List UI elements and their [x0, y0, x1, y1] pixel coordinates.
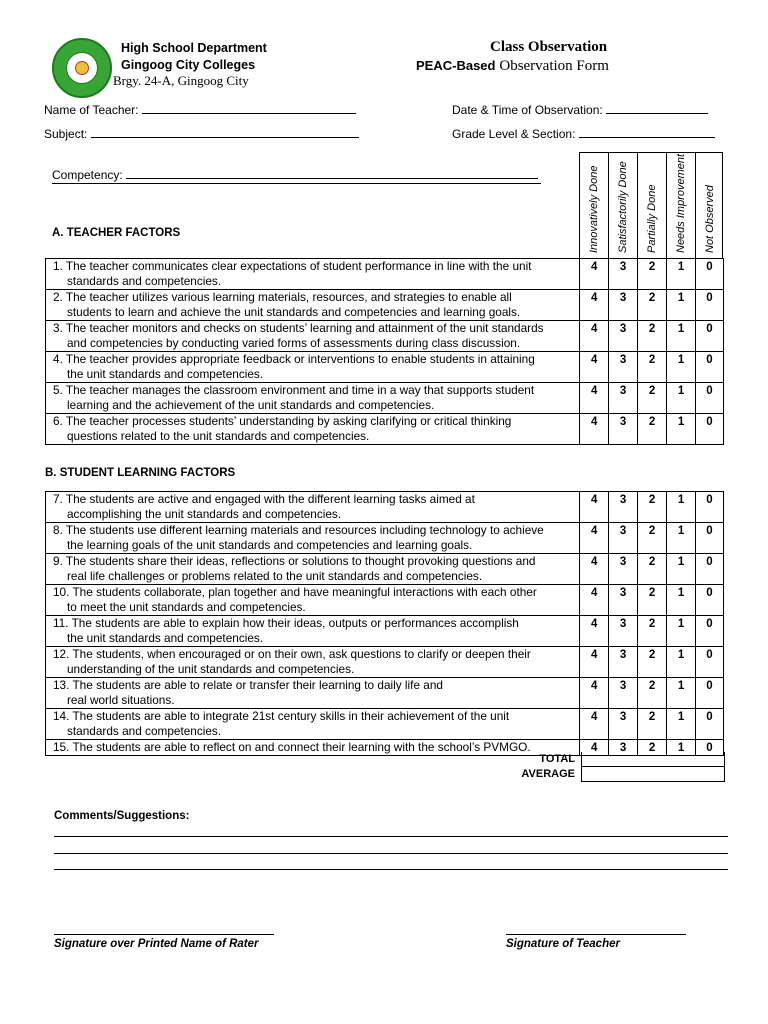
table-row [46, 585, 724, 616]
score-option-4[interactable]: 4 [580, 523, 609, 554]
criterion-text [46, 383, 580, 414]
score-option-2[interactable]: 2 [638, 740, 667, 756]
teacher-signature-label: Signature of Teacher [506, 938, 620, 950]
teacher-label: Name of Teacher: [44, 103, 139, 117]
score-option-0[interactable]: 0 [696, 709, 724, 740]
criterion-text [46, 414, 580, 445]
criterion-line-2: accomplishing the unit standards and competencies. [67, 507, 342, 521]
score-option-2[interactable]: 2 [638, 616, 667, 647]
criterion-text [46, 321, 580, 352]
score-option-1[interactable]: 1 [667, 523, 696, 554]
criterion-text [46, 585, 580, 616]
criterion-text [46, 709, 580, 740]
criterion-line-1: 13. The students are able to relate or transfer their learning to daily life and [53, 678, 443, 692]
score-option-2[interactable]: 2 [638, 290, 667, 321]
comment-line-3[interactable] [54, 869, 728, 870]
score-option-4[interactable]: 4 [580, 259, 609, 290]
score-option-1[interactable]: 1 [667, 647, 696, 678]
criterion-text [46, 554, 580, 585]
score-option-2[interactable]: 2 [638, 492, 667, 523]
average-label: AVERAGE [521, 768, 575, 780]
score-option-2[interactable]: 2 [638, 647, 667, 678]
score-option-0[interactable]: 0 [696, 585, 724, 616]
criterion-line-1: 6. The teacher processes students’ understanding by asking clarifying or critical thinking [53, 414, 512, 428]
comment-line-2[interactable] [54, 853, 728, 854]
table-row [46, 554, 724, 585]
criterion-text [46, 616, 580, 647]
score-option-3[interactable]: 3 [609, 585, 638, 616]
criterion-line-1: 9. The students share their ideas, reflections or solutions to thought provoking questions and [53, 554, 536, 568]
score-option-3[interactable]: 3 [609, 414, 638, 445]
score-option-2[interactable]: 2 [638, 414, 667, 445]
score-option-1[interactable]: 1 [667, 616, 696, 647]
criterion-line-2: questions related to the unit standards and competencies. [67, 429, 370, 443]
score-option-4[interactable]: 4 [580, 585, 609, 616]
criterion-line-2: standards and competencies. [67, 274, 222, 288]
score-option-4[interactable]: 4 [580, 352, 609, 383]
criterion-line-1: 12. The students, when encouraged or on their own, ask questions to clarify or deepen their [53, 647, 531, 661]
score-option-1[interactable]: 1 [667, 678, 696, 709]
score-option-0[interactable]: 0 [696, 352, 724, 383]
score-option-0[interactable]: 0 [696, 523, 724, 554]
score-option-1[interactable]: 1 [667, 492, 696, 523]
score-option-4[interactable]: 4 [580, 414, 609, 445]
score-option-0[interactable]: 0 [696, 647, 724, 678]
comments-label: Comments/Suggestions: [54, 810, 190, 822]
score-option-2[interactable]: 2 [638, 585, 667, 616]
table-row [46, 616, 724, 647]
score-option-1[interactable]: 1 [667, 383, 696, 414]
score-option-0[interactable]: 0 [696, 321, 724, 352]
criterion-line-2: the learning goals of the unit standards and competencies and learning goals. [67, 538, 473, 552]
score-option-3[interactable]: 3 [609, 259, 638, 290]
grade-field[interactable] [452, 126, 715, 141]
score-option-1[interactable]: 1 [667, 290, 696, 321]
score-option-0[interactable]: 0 [696, 492, 724, 523]
table-row [46, 678, 724, 709]
score-option-3[interactable]: 3 [609, 709, 638, 740]
score-option-3[interactable]: 3 [609, 616, 638, 647]
score-option-0[interactable]: 0 [696, 290, 724, 321]
criterion-line-2: real life challenges or problems related to the unit standards and competencies. [67, 569, 483, 583]
criterion-text [46, 492, 580, 523]
score-option-2[interactable]: 2 [638, 321, 667, 352]
school-name: Gingoog City Colleges [121, 58, 256, 72]
score-option-3[interactable]: 3 [609, 523, 638, 554]
score-option-2[interactable]: 2 [638, 259, 667, 290]
score-option-1[interactable]: 1 [667, 554, 696, 585]
subtitle-bold: PEAC-Based [416, 58, 496, 73]
subject-line[interactable] [91, 126, 359, 138]
criterion-line-1: 2. The teacher utilizes various learning materials, resources, and strategies to enable all [53, 290, 512, 304]
criterion-line-1: 1. The teacher communicates clear expectations of student performance in line with the unit [53, 259, 532, 273]
criterion-line-1: 8. The students use different learning materials and resources including technology to achieve [53, 523, 544, 537]
score-option-0[interactable]: 0 [696, 616, 724, 647]
criterion-text [46, 523, 580, 554]
score-option-3[interactable]: 3 [609, 352, 638, 383]
table-row [46, 647, 724, 678]
rater-signature-label: Signature over Printed Name of Rater [54, 938, 259, 950]
average-box[interactable] [581, 767, 725, 782]
score-option-0[interactable]: 0 [696, 383, 724, 414]
score-option-0[interactable]: 0 [696, 554, 724, 585]
criterion-line-1: 5. The teacher manages the classroom environment and time in a way that supports student [53, 383, 535, 397]
table-row [46, 414, 724, 445]
competency-line-2[interactable] [52, 183, 541, 184]
criterion-text [46, 259, 580, 290]
score-option-4[interactable]: 4 [580, 740, 609, 756]
rating-column-header [579, 152, 723, 258]
score-option-0[interactable]: 0 [696, 414, 724, 445]
competency-label: Competency: [52, 168, 123, 182]
score-option-1[interactable]: 1 [667, 352, 696, 383]
col-not-observed: Not Observed [704, 185, 716, 253]
grade-line[interactable] [579, 126, 715, 138]
score-option-4[interactable]: 4 [580, 290, 609, 321]
competency-line[interactable] [126, 167, 538, 179]
form-subtitle [416, 57, 609, 75]
table-row [46, 352, 724, 383]
form-title: Class Observation [490, 39, 608, 55]
score-option-4[interactable]: 4 [580, 678, 609, 709]
score-option-0[interactable]: 0 [696, 678, 724, 709]
score-option-4[interactable]: 4 [580, 383, 609, 414]
score-option-2[interactable]: 2 [638, 523, 667, 554]
subject-field[interactable] [44, 126, 359, 141]
datetime-label: Date & Time of Observation: [452, 103, 603, 117]
school-seal-logo [52, 38, 112, 98]
score-option-2[interactable]: 2 [638, 554, 667, 585]
table-row [46, 383, 724, 414]
table-row [46, 709, 724, 740]
table-row [46, 259, 724, 290]
score-option-2[interactable]: 2 [638, 709, 667, 740]
criterion-line-2: to meet the unit standards and competencies. [67, 600, 306, 614]
score-option-4[interactable]: 4 [580, 321, 609, 352]
teacher-line[interactable] [142, 102, 356, 114]
score-option-1[interactable]: 1 [667, 321, 696, 352]
col-innovatively-done: Innovatively Done [588, 165, 600, 253]
criterion-line-2: the unit standards and competencies. [67, 367, 264, 381]
criterion-line-1: 15. The students are able to reflect on and connect their learning with the school’s PVMGO. [53, 740, 531, 754]
total-label: TOTAL [539, 753, 575, 765]
criterion-line-1: 11. The students are able to explain how their ideas, outputs or performances accomplish [53, 616, 519, 630]
student-factors-table [45, 491, 724, 756]
score-option-3[interactable]: 3 [609, 740, 638, 756]
teacher-factors-table [45, 258, 724, 445]
table-row [46, 290, 724, 321]
table-row [46, 321, 724, 352]
teacher-signature-line[interactable] [506, 934, 686, 935]
grade-label: Grade Level & Section: [452, 127, 576, 141]
score-option-3[interactable]: 3 [609, 492, 638, 523]
department-name: High School Department [121, 41, 267, 55]
criterion-line-2: standards and competencies. [67, 724, 222, 738]
criterion-line-1: 4. The teacher provides appropriate feedback or interventions to enable students in attaining [53, 352, 535, 366]
total-box[interactable] [581, 752, 725, 767]
subtitle-rest: Observation Form [499, 58, 609, 74]
score-option-3[interactable]: 3 [609, 321, 638, 352]
score-option-4[interactable]: 4 [580, 709, 609, 740]
col-needs-improvement: Needs Improvement [675, 153, 687, 253]
score-option-3[interactable]: 3 [609, 383, 638, 414]
table-row [46, 523, 724, 554]
score-option-2[interactable]: 2 [638, 678, 667, 709]
table-row [46, 492, 724, 523]
criterion-line-1: 14. The students are able to integrate 21st century skills in their achievement of the unit [53, 709, 510, 723]
criterion-line-2: understanding of the unit standards and competencies. [67, 662, 355, 676]
competency-field[interactable] [52, 167, 538, 182]
score-option-2[interactable]: 2 [638, 352, 667, 383]
datetime-field[interactable] [452, 102, 708, 117]
criterion-text [46, 290, 580, 321]
score-option-4[interactable]: 4 [580, 554, 609, 585]
score-option-3[interactable]: 3 [609, 678, 638, 709]
criterion-line-2: the unit standards and competencies. [67, 631, 264, 645]
criterion-line-1: 3. The teacher monitors and checks on students’ learning and attainment of the unit standards [53, 321, 544, 335]
section-a-title: A. TEACHER FACTORS [52, 227, 181, 239]
score-option-1[interactable]: 1 [667, 414, 696, 445]
criterion-text [46, 678, 580, 709]
score-option-0[interactable]: 0 [696, 740, 724, 756]
score-option-1[interactable]: 1 [667, 259, 696, 290]
col-satisfactorily-done: Satisfactorily Done [617, 161, 629, 253]
criterion-line-2: real world situations. [67, 693, 175, 707]
score-option-3[interactable]: 3 [609, 554, 638, 585]
score-option-4[interactable]: 4 [580, 492, 609, 523]
comment-line-1[interactable] [54, 836, 728, 837]
score-option-1[interactable]: 1 [667, 709, 696, 740]
score-option-2[interactable]: 2 [638, 383, 667, 414]
criterion-text [46, 352, 580, 383]
criterion-line-2: students to learn and achieve the unit standards and competencies and learning goals. [67, 305, 521, 319]
criterion-line-1: 10. The students collaborate, plan together and have meaningful interactions with each other [53, 585, 537, 599]
score-option-1[interactable]: 1 [667, 585, 696, 616]
datetime-line[interactable] [606, 102, 708, 114]
teacher-field[interactable] [44, 102, 356, 117]
score-option-4[interactable]: 4 [580, 647, 609, 678]
score-option-0[interactable]: 0 [696, 259, 724, 290]
criterion-line-2: and competencies by conducting varied forms of assessments during class discussion. [67, 336, 521, 350]
criterion-line-2: learning and the achievement of the unit standards and competencies. [67, 398, 435, 412]
subject-label: Subject: [44, 127, 88, 141]
score-option-3[interactable]: 3 [609, 647, 638, 678]
rater-signature-line[interactable] [54, 934, 274, 935]
criterion-line-1: 7. The students are active and engaged with the different learning tasks aimed at [53, 492, 475, 506]
section-b-title: B. STUDENT LEARNING FACTORS [45, 467, 236, 479]
school-address: Brgy. 24-A, Gingoog City [113, 73, 249, 88]
score-option-3[interactable]: 3 [609, 290, 638, 321]
score-option-4[interactable]: 4 [580, 616, 609, 647]
col-partially-done: Partially Done [646, 184, 658, 253]
score-option-1[interactable]: 1 [667, 740, 696, 756]
criterion-text [46, 647, 580, 678]
